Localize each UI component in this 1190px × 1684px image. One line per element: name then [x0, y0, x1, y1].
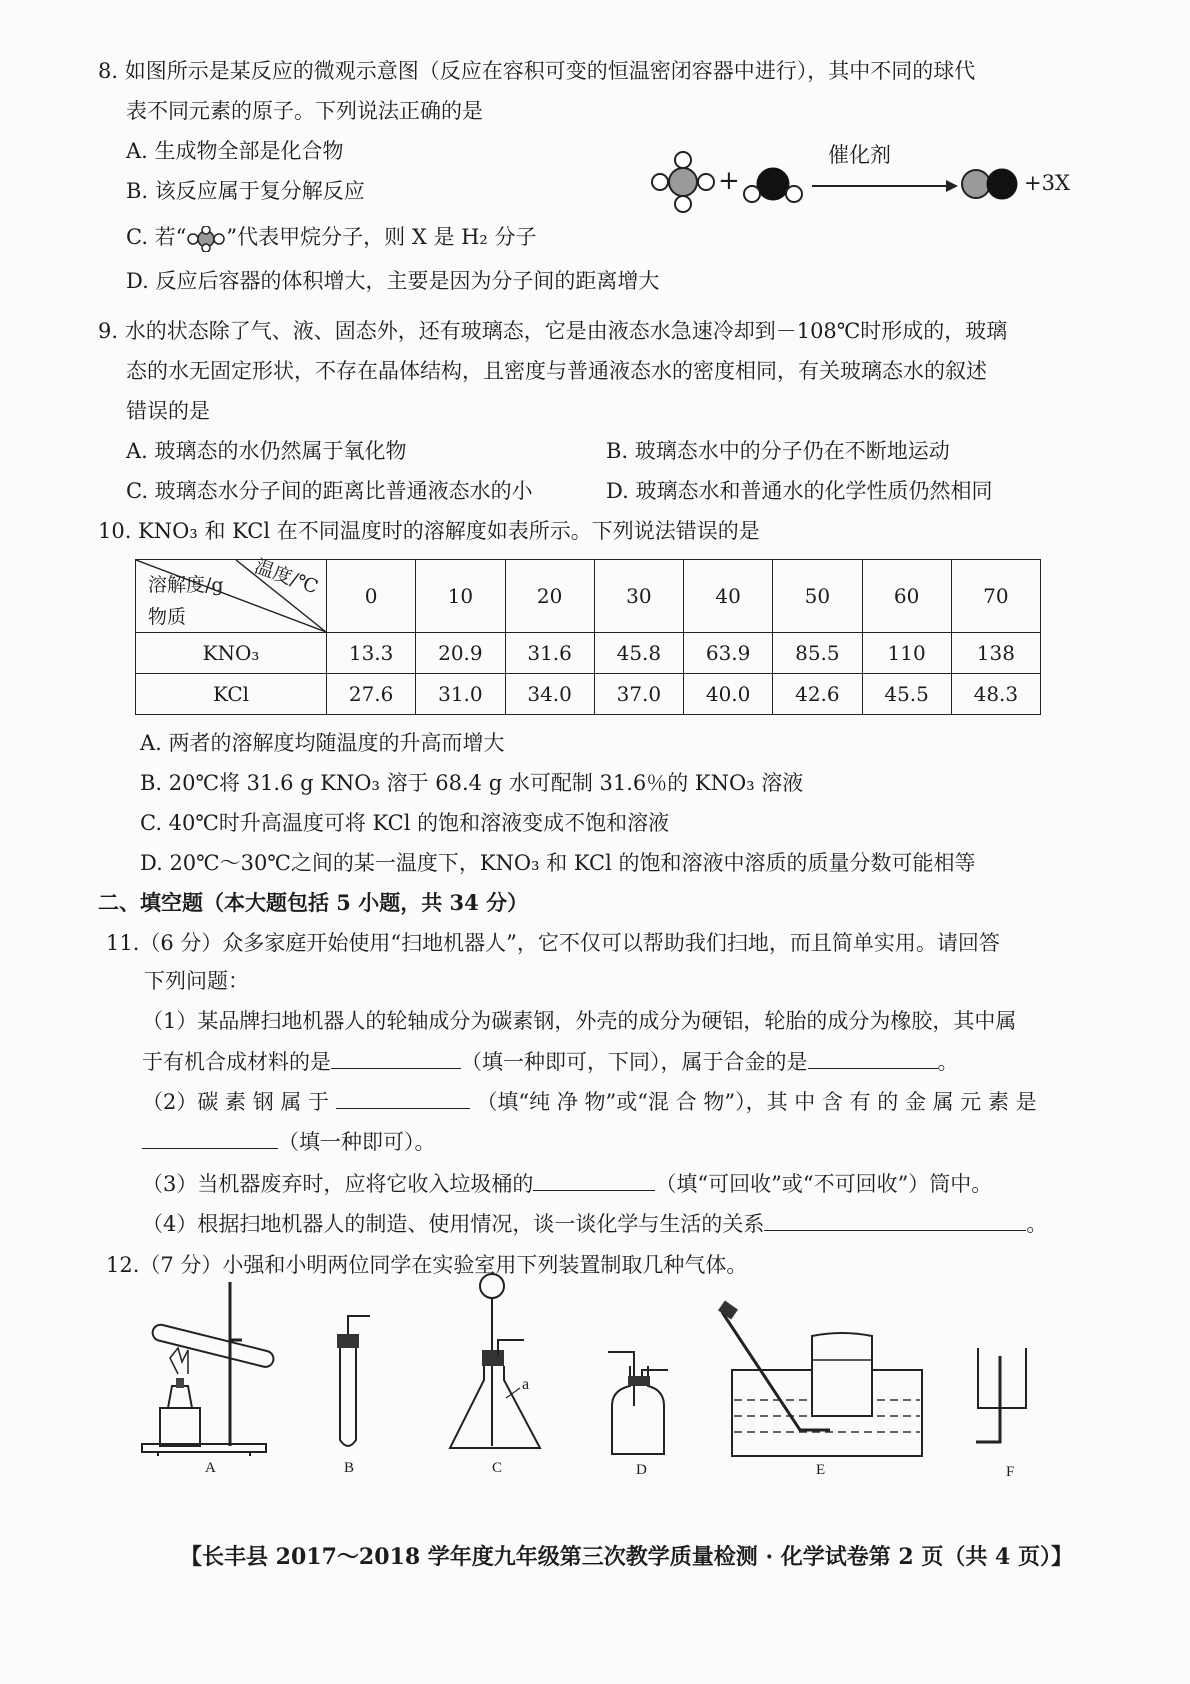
table-row	[136, 633, 1041, 674]
q9-option-a: A. 玻璃态的水仍然属于氧化物	[126, 439, 407, 463]
temp-header-cell: 60	[862, 560, 951, 633]
table-cell: 27.6	[327, 674, 416, 715]
apparatus-label-e: E	[816, 1462, 826, 1478]
reactant2-molecule-icon	[740, 158, 806, 208]
table-header-row	[136, 560, 1041, 633]
apparatus-e-icon	[718, 1300, 926, 1462]
header-substance: 物质	[148, 606, 187, 628]
apparatus-c-icon	[444, 1270, 554, 1460]
apparatus-d-icon	[604, 1346, 676, 1458]
q11-part3-text-b: （填“可回收”或“不可回收”）筒中。	[655, 1172, 993, 1196]
q10-stem: 10. KNO₃ 和 KCl 在不同温度时的溶解度如表所示。下列说法错误的是	[98, 519, 760, 543]
apparatus-f-icon	[970, 1346, 1036, 1462]
table-cell: 34.0	[505, 674, 594, 715]
temp-header-cell: 40	[684, 560, 773, 633]
table-corner-header	[136, 555, 327, 633]
apparatus-label-d: D	[636, 1462, 647, 1478]
q10-option-c: C. 40℃时升高温度可将 KCl 的饱和溶液变成不饱和溶液	[140, 811, 670, 835]
table-cell: 40.0	[684, 674, 773, 715]
apparatus-label-a: A	[205, 1460, 216, 1476]
table-cell: 85.5	[773, 633, 862, 674]
table-cell: 42.6	[773, 674, 862, 715]
q11-part4	[142, 1208, 1047, 1239]
apparatus-label-c: C	[492, 1460, 503, 1476]
answer-blank-pure-or-mixture[interactable]	[336, 1086, 470, 1109]
table-cell: 45.8	[594, 633, 683, 674]
catalyst-label: 催化剂	[828, 143, 891, 167]
q8-option-d: D. 反应后容器的体积增大，主要是因为分子间的距离增大	[126, 269, 660, 293]
table-cell: 31.6	[505, 633, 594, 674]
product-suffix: +3X	[1024, 171, 1070, 195]
q11-stem-line2: 下列问题：	[144, 969, 249, 993]
table-cell: 45.5	[862, 674, 951, 715]
page-footer: 【长丰县 2017～2018 学年度九年级第三次教学质量检测 · 化学试卷第 2 页（共 4 页）】	[180, 1544, 1074, 1570]
temp-header-cell: 0	[327, 560, 416, 633]
header-solubility: 溶解度/g	[148, 574, 224, 596]
solubility-table	[135, 555, 1041, 715]
product-molecule-icon	[958, 166, 1022, 202]
substance-cell: KNO₃	[136, 633, 327, 674]
q8-option-a: A. 生成物全部是化合物	[126, 139, 344, 163]
q11-part3	[142, 1168, 992, 1199]
q10-option-a: A. 两者的溶解度均随温度的升高而增大	[140, 731, 505, 755]
answer-blank-recycle-bin[interactable]	[533, 1168, 655, 1191]
methane-molecule-icon	[186, 226, 226, 252]
q11-part2-text-b: （填“纯 净 物”或“混 合 物”），其 中 含 有 的 金 属 元 素 是	[476, 1090, 1037, 1114]
q10-option-b: B. 20℃将 31.6 g KNO₃ 溶于 68.4 g 水可配制 31.6％的 KNO₃ 溶液	[140, 771, 804, 795]
q11-part2-text-a: （2）碳 素 钢 属 于	[142, 1090, 330, 1114]
table-cell: 138	[951, 633, 1040, 674]
q8-option-c-suffix: ”代表甲烷分子，则 X 是 H₂ 分子	[226, 225, 537, 249]
q9-option-d: D. 玻璃态水和普通水的化学性质仍然相同	[606, 479, 993, 503]
temp-header-cell: 70	[951, 560, 1040, 633]
q10-option-d: D. 20℃～30℃之间的某一温度下，KNO₃ 和 KCl 的饱和溶液中溶质的质量分数可能相等	[140, 851, 976, 875]
reaction-plus: +	[718, 166, 740, 196]
q11-part2-line1	[142, 1086, 1037, 1117]
table-row	[136, 674, 1041, 715]
reactant1-molecule-icon	[650, 150, 716, 214]
reaction-arrow-icon	[810, 176, 960, 196]
answer-blank-metal-element[interactable]	[142, 1126, 278, 1149]
q9-stem-line1: 9. 水的状态除了气、液、固态外，还有玻璃态，它是由液态水急速冷却到－108℃时形成的，玻璃	[98, 319, 1008, 343]
label-a-small: a	[522, 1376, 530, 1393]
q8-option-c-prefix: C. 若“	[126, 225, 187, 249]
apparatus-label-f: F	[1006, 1464, 1015, 1480]
table-cell: 31.0	[416, 674, 505, 715]
table-cell: 20.9	[416, 633, 505, 674]
q9-option-c: C. 玻璃态水分子间的距离比普通液态水的小	[126, 479, 533, 503]
q11-part1-line2	[142, 1046, 959, 1077]
temp-header-cell: 50	[773, 560, 862, 633]
table-cell: 110	[862, 633, 951, 674]
table-cell: 37.0	[594, 674, 683, 715]
answer-blank-alloy[interactable]	[808, 1046, 938, 1069]
q11-part4-text: （4）根据扫地机器人的制造、使用情况，谈一谈化学与生活的关系	[142, 1212, 765, 1236]
q8-option-c	[126, 222, 537, 252]
q9-stem-line2: 态的水无固定形状，不存在晶体结构，且密度与普通液态水的密度相同，有关玻璃态水的叙述	[126, 359, 987, 383]
q8-stem-line2: 表不同元素的原子。下列说法正确的是	[126, 99, 483, 123]
q11-part3-text-a: （3）当机器废弃时，应将它收入垃圾桶的	[142, 1172, 534, 1196]
apparatus-a-icon	[138, 1278, 280, 1458]
q11-part2-text-c: （填一种即可）。	[278, 1130, 436, 1154]
apparatus-label-b: B	[344, 1460, 355, 1476]
q12-stem: 12.（7 分）小强和小明两位同学在实验室用下列装置制取几种气体。	[106, 1253, 748, 1277]
table-cell: 48.3	[951, 674, 1040, 715]
q11-part1-text-c: 。	[937, 1050, 959, 1074]
q11-part1-text-a: 于有机合成材料的是	[142, 1050, 331, 1074]
q11-part2-line2	[142, 1126, 436, 1157]
temp-header-cell: 10	[416, 560, 505, 633]
q9-option-b: B. 玻璃态水中的分子仍在不断地运动	[606, 439, 950, 463]
q8-stem-line1: 8. 如图所示是某反应的微观示意图（反应在容积可变的恒温密闭容器中进行），其中不同的球代	[98, 59, 976, 83]
substance-cell: KCl	[136, 674, 327, 715]
header-temperature: 温度/℃	[251, 555, 321, 599]
table-cell: 63.9	[684, 633, 773, 674]
q11-part1-line1: （1）某品牌扫地机器人的轮轴成分为碳素钢，外壳的成分为硬铝，轮胎的成分为橡胶，其中属	[142, 1009, 1017, 1033]
q11-part4-end: 。	[1026, 1212, 1048, 1236]
q9-stem-line3: 错误的是	[126, 399, 210, 423]
apparatus-b-icon	[330, 1312, 378, 1452]
q8-option-b: B. 该反应属于复分解反应	[126, 179, 365, 203]
temp-header-cell: 30	[594, 560, 683, 633]
answer-blank-chemistry-life[interactable]	[764, 1208, 1026, 1231]
table-cell: 13.3	[327, 633, 416, 674]
answer-blank-synthetic-material[interactable]	[331, 1046, 461, 1069]
temp-header-cell: 20	[505, 560, 594, 633]
q11-part1-text-b: （填一种即可，下同），属于合金的是	[461, 1050, 808, 1074]
q11-stem-line1: 11.（6 分）众多家庭开始使用“扫地机器人”，它不仅可以帮助我们扫地，而且简单实用。请回答	[106, 931, 1000, 955]
section-2-heading: 二、填空题（本大题包括 5 小题，共 34 分）	[98, 890, 529, 915]
